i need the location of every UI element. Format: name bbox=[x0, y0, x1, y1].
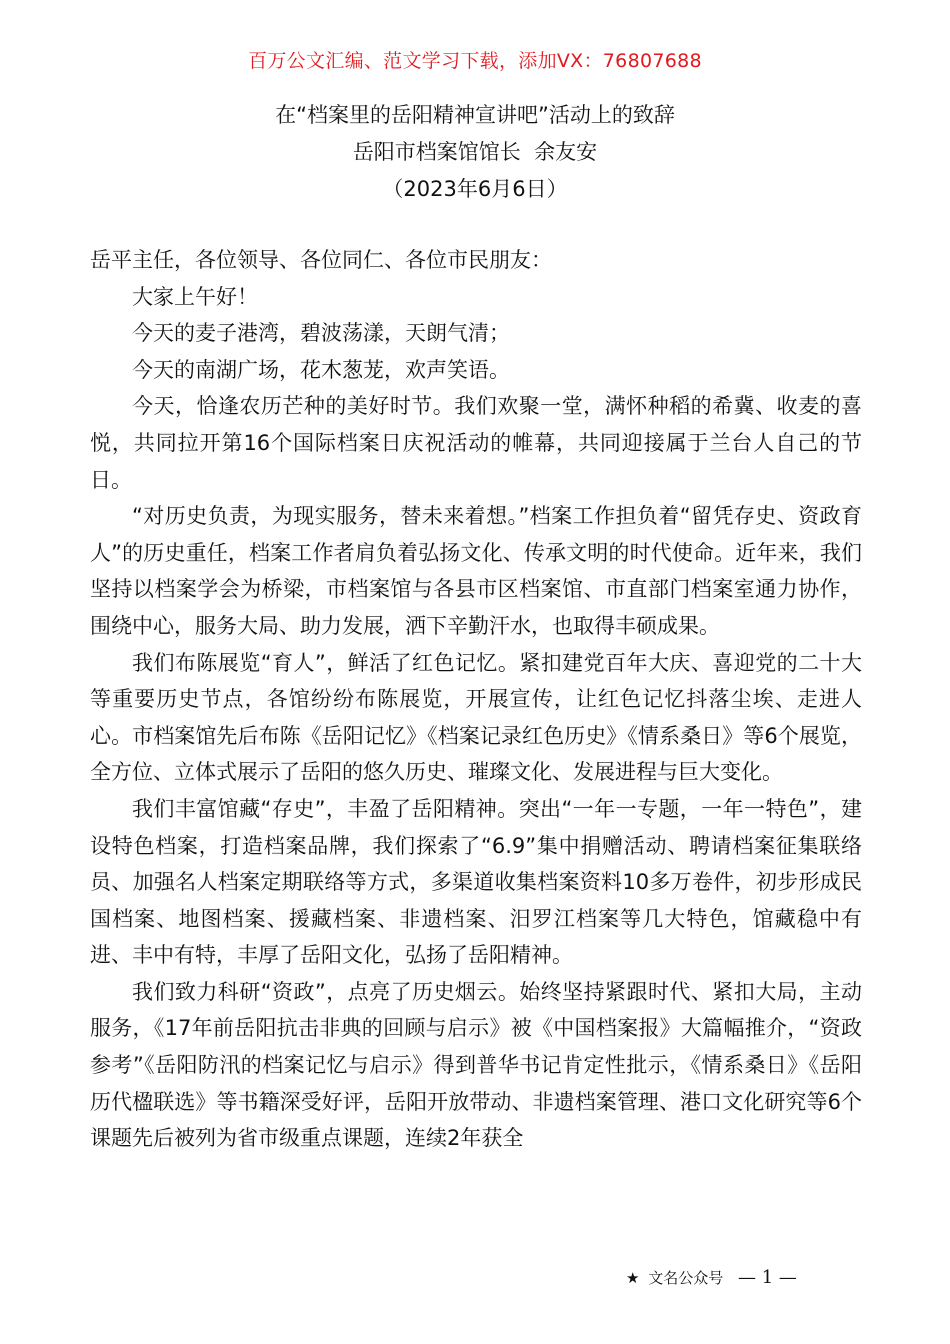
paragraph: 今天的麦子港湾，碧波荡漾，天朗气清； bbox=[132, 321, 510, 346]
paragraph: “对历史负责，为现实服务，替未来着想。”档案工作担负着“留凭存史、资政育人”的历史重任，档案工作者肩负着弘扬文化、传承文明的时代使命。近年来，我们坚持以档案学会为桥梁，市档案馆与各县市区档案馆、市直部门档案室通力协作，围绕中心，服务大局、助力发展，洒下辛勤汗水，也取得丰硕成果。 bbox=[90, 504, 862, 638]
paragraph: 今天，恰逢农历芒种的美好时节。我们欢聚一堂，满怀种稻的希冀、收麦的喜悦，共同拉开第16个国际档案日庆祝活动的帷幕，共同迎接属于兰台人自己的节日。 bbox=[90, 394, 862, 492]
salutation: 岳平主任，各位领导、各位同仁、各位市民朋友： bbox=[90, 248, 552, 272]
speaker-line: 岳阳市档案馆馆长 余友安 bbox=[352, 140, 598, 164]
paragraph: 今天的南湖广场，花木葱茏，欢声笑语。 bbox=[132, 357, 510, 382]
paragraph: 我们布陈展览“育人”，鲜活了红色记忆。紧扣建党百年大庆、喜迎党的二十大等重要历史节点，各馆纷纷布陈展览，开展宣传，让红色记忆抖落尘埃、走进人心。市档案馆先后布陈《岳阳记忆》《档案记录红色历史》《情系桑日》等6个展览，全方位、立体式展示了岳阳的悠久历史、璀璨文化、发展进程与巨大变化。 bbox=[90, 650, 862, 785]
page-number: — 1 — bbox=[738, 1267, 797, 1288]
speech-date: （2023年6月6日） bbox=[382, 177, 568, 201]
paragraph: 我们丰富馆藏“存史”，丰盈了岳阳精神。突出“一年一专题，一年一特色”，建设特色档案，打造档案品牌，我们探索了“6.9”集中捐赠活动、聘请档案征集联络员、加强名人档案定期联络等方式，多渠道收集档案资料10多万卷件，初步形成民国档案、地图档案、援藏档案、非遗档案、汨罗江档案等几大特色，馆藏稳中有进、丰中有特，丰厚了岳阳文化，弘扬了岳阳精神。 bbox=[90, 796, 862, 968]
page-footer bbox=[626, 1267, 797, 1288]
star-icon: ★ bbox=[626, 1269, 640, 1287]
title-block bbox=[0, 97, 950, 208]
promo-banner: 百万公文汇编、范文学习下载，添加VX：76807688 bbox=[248, 50, 702, 72]
speech-title: 在“档案里的岳阳精神宣讲吧”活动上的致辞 bbox=[275, 103, 675, 127]
speech-body bbox=[90, 242, 862, 1157]
paragraph: 大家上午好！ bbox=[132, 284, 258, 309]
footer-label: 文名公众号 bbox=[648, 1269, 724, 1287]
paragraph: 我们致力科研“资政”，点亮了历史烟云。始终坚持紧跟时代、紧扣大局，主动服务，《17年前岳阳抗击非典的回顾与启示》被《中国档案报》大篇幅推介，“资政参考”《岳阳防汛的档案记忆与启示》得到普华书记肯定性批示，《情系桑日》《岳阳历代楹联选》等书籍深受好评，岳阳开放带动、非遗档案管理、港口文化研究等6个课题先后被列为省市级重点课题，连续2年获全 bbox=[90, 979, 862, 1151]
